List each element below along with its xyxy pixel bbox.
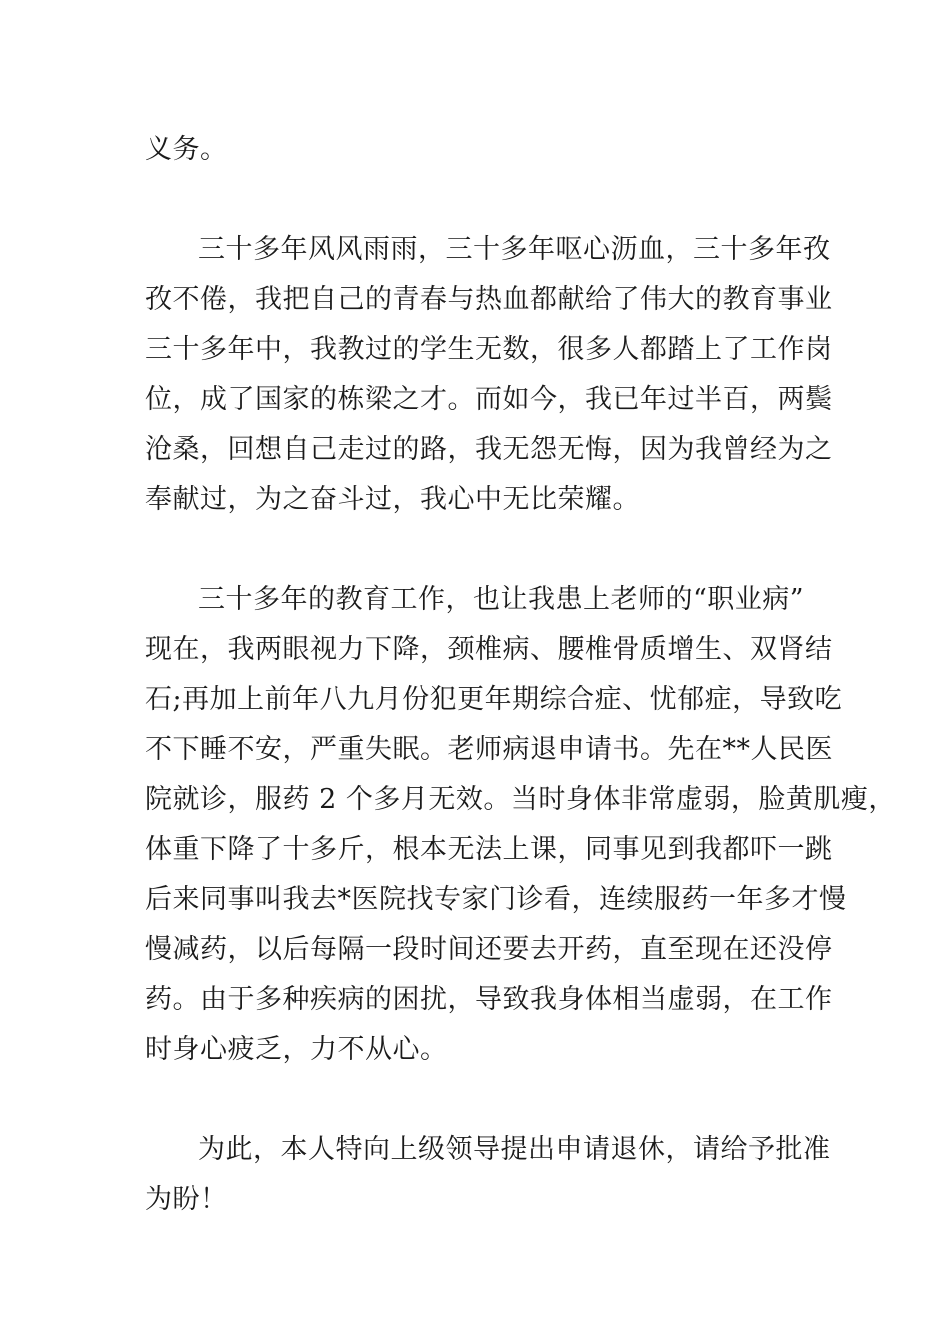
paragraph-2-line-2: 孜不倦，我把自己的青春与热血都献给了伟大的教育事业: [145, 284, 833, 315]
paragraph-3-line-3: 石;再加上前年八九月份犯更年期综合症、忧郁症，导致吃: [145, 684, 843, 715]
paragraph-3-line-8: 慢减药，以后每隔一段时间还要去开药，直至现在还没停: [145, 934, 833, 965]
paragraph-2-line-1: 三十多年风风雨雨，三十多年呕心沥血，三十多年孜: [198, 234, 831, 265]
paragraph-2-line-6: 奉献过，为之奋斗过，我心中无比荣耀。: [145, 484, 640, 515]
paragraph-1-line-1: 义务。: [145, 134, 228, 165]
paragraph-3-line-2: 现在，我两眼视力下降，颈椎病、腰椎骨质增生、双肾结: [145, 634, 833, 665]
paragraph-3-line-7: 后来同事叫我去*医院找专家门诊看，连续服药一年多才慢: [145, 884, 847, 915]
paragraph-3-line-4: 不下睡不安，严重失眠。老师病退申请书。先在**人民医: [145, 734, 833, 765]
paragraph-4-line-2: 为盼！: [145, 1184, 228, 1215]
paragraph-3-line-6: 体重下降了十多斤，根本无法上课，同事见到我都吓一跳: [145, 834, 833, 865]
paragraph-2-line-3: 三十多年中，我教过的学生无数，很多人都踏上了工作岗: [145, 334, 833, 365]
paragraph-4-line-1: 为此，本人特向上级领导提出申请退休，请给予批准: [198, 1134, 831, 1165]
paragraph-3-line-1: 三十多年的教育工作，也让我患上老师的“职业病”: [198, 584, 805, 615]
paragraph-3-line-5: 院就诊，服药 2 个多月无效。当时身体非常虚弱，脸黄肌瘦，: [145, 784, 896, 815]
paragraph-2-line-5: 沧桑，回想自己走过的路，我无怨无悔，因为我曾经为之: [145, 434, 833, 465]
paragraph-3-line-9: 药。由于多种疾病的困扰，导致我身体相当虚弱，在工作: [145, 984, 833, 1015]
paragraph-2-line-4: 位，成了国家的栋梁之才。而如今，我已年过半百，两鬓: [145, 384, 833, 415]
paragraph-3-line-10: 时身心疲乏，力不从心。: [145, 1034, 448, 1065]
